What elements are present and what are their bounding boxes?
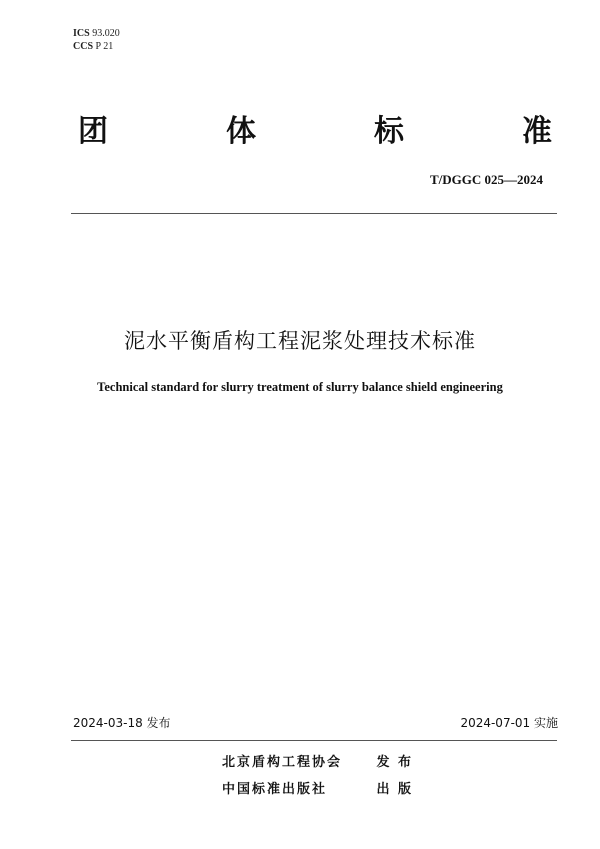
ics-value: 93.020 <box>92 28 120 39</box>
press-role: 出 版 <box>376 782 414 797</box>
group-standard-heading <box>78 112 552 152</box>
document-title-chinese: 泥水平衡盾构工程泥浆处理技术标准 <box>124 329 476 353</box>
heading-char-1: 团 <box>78 114 108 149</box>
ccs-value: P 21 <box>95 41 114 52</box>
ics-code <box>73 27 120 40</box>
heading-char-2: 体 <box>226 114 256 149</box>
heading-char-4: 准 <box>522 114 552 149</box>
heading-char-3: 标 <box>374 114 404 149</box>
publisher-role: 发 布 <box>376 755 414 770</box>
ccs-code <box>73 40 120 53</box>
issue-date: 2024-03-18 发布 <box>73 716 171 730</box>
publisher-name: 北京盾构工程协会 <box>222 755 343 770</box>
publisher-row <box>222 751 413 770</box>
ccs-prefix: CCS <box>73 41 94 52</box>
press-row <box>222 778 413 797</box>
standard-number: T/DGGC 025—2024 <box>429 172 543 187</box>
implementation-date: 2024-07-01 实施 <box>460 716 558 730</box>
classification-codes <box>73 27 120 53</box>
bottom-divider <box>71 740 557 741</box>
document-title-english: Technical standard for slurry treatment of slurry balance shield engineering <box>97 380 503 394</box>
press-name: 中国标准出版社 <box>222 782 328 797</box>
ics-prefix: ICS <box>73 28 90 39</box>
top-divider <box>71 213 557 214</box>
